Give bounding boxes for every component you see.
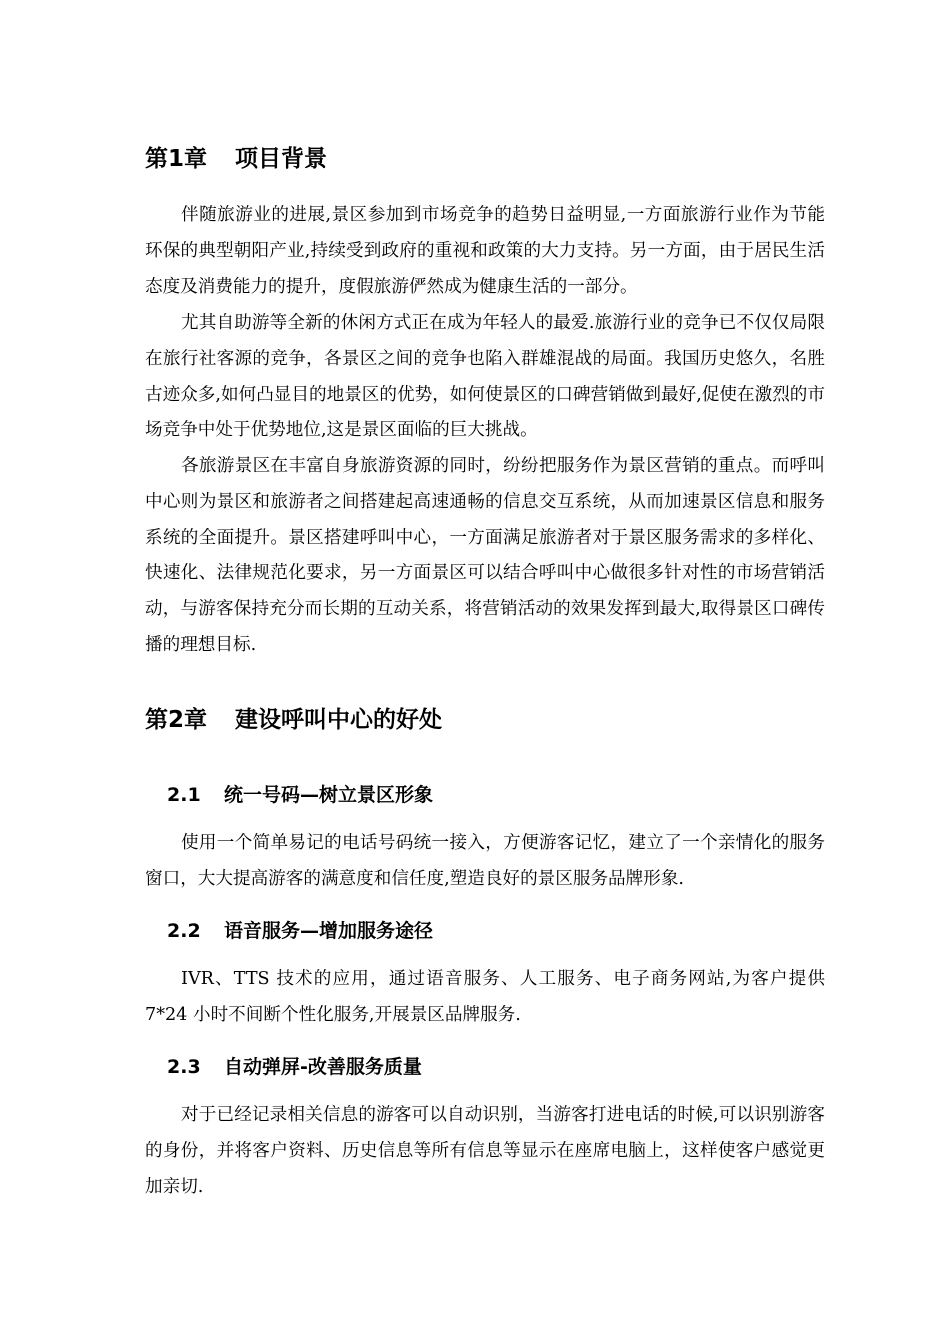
chapter-1-heading: [145, 143, 327, 175]
section-title: 统一号码—树立景区形象: [224, 784, 434, 806]
chapter-title: 项目背景: [235, 146, 327, 172]
chapter-number: 第1章: [145, 146, 208, 172]
section-2-1-heading: [167, 781, 433, 809]
section-2-2-heading: [167, 917, 433, 945]
section-paragraph: IVR、TTS 技术的应用，通过语音服务、人工服务、电子商务网站,为客户提供 7*24 小时不间断个性化服务,开展景区品牌服务.: [145, 969, 825, 1025]
body-paragraph: 尤其自助游等全新的休闲方式正在成为年轻人的最爱.旅游行业的竞争已不仅仅局限在旅行社客源的竞争，各景区之间的竞争也陷入群雄混战的局面。我国历史悠久，名胜古迹众多,如何凸显目的地景区的优势，如何使景区的口碑营销做到最好,促使在激烈的市场竞争中处于优势地位,这是景区面临的巨大挑战。: [145, 313, 825, 441]
section-paragraph: 使用一个简单易记的电话号码统一接入，方便游客记忆，建立了一个亲情化的服务窗口，大大提高游客的满意度和信任度,塑造良好的景区服务品牌形象.: [145, 833, 825, 889]
section-title: 自动弹屏-改善服务质量: [224, 1056, 422, 1078]
body-paragraph: 各旅游景区在丰富自身旅游资源的同时，纷纷把服务作为景区营销的重点。而呼叫中心则为景区和旅游者之间搭建起高速通畅的信息交互系统，从而加速景区信息和服务系统的全面提升。景区搭建呼叫中心，一方面满足旅游者对于景区服务需求的多样化、快速化、法律规范化要求，另一方面景区可以结合呼叫中心做很多针对性的市场营销活动，与游客保持充分而长期的互动关系，将营销活动的效果发挥到最大,取得景区口碑传播的理想目标.: [145, 456, 825, 655]
chapter-title: 建设呼叫中心的好处: [235, 707, 442, 733]
chapter-2-heading: [145, 704, 442, 736]
chapter-number: 第2章: [145, 707, 208, 733]
section-paragraph: 对于已经记录相关信息的游客可以自动识别，当游客打进电话的时候,可以识别游客的身份，并将客户资料、历史信息等所有信息等显示在座席电脑上，这样使客户感觉更加亲切.: [145, 1105, 825, 1197]
section-number: 2.2: [167, 920, 201, 942]
body-paragraph: 伴随旅游业的进展,景区参加到市场竞争的趋势日益明显,一方面旅游行业作为节能环保的典型朝阳产业,持续受到政府的重视和政策的大力支持。另一方面，由于居民生活态度及消费能力的提升，度假旅游俨然成为健康生活的一部分。: [145, 205, 825, 297]
section-title: 语音服务—增加服务途径: [224, 920, 434, 942]
section-number: 2.1: [167, 784, 201, 806]
section-2-3-heading: [167, 1053, 422, 1081]
section-number: 2.3: [167, 1056, 201, 1078]
